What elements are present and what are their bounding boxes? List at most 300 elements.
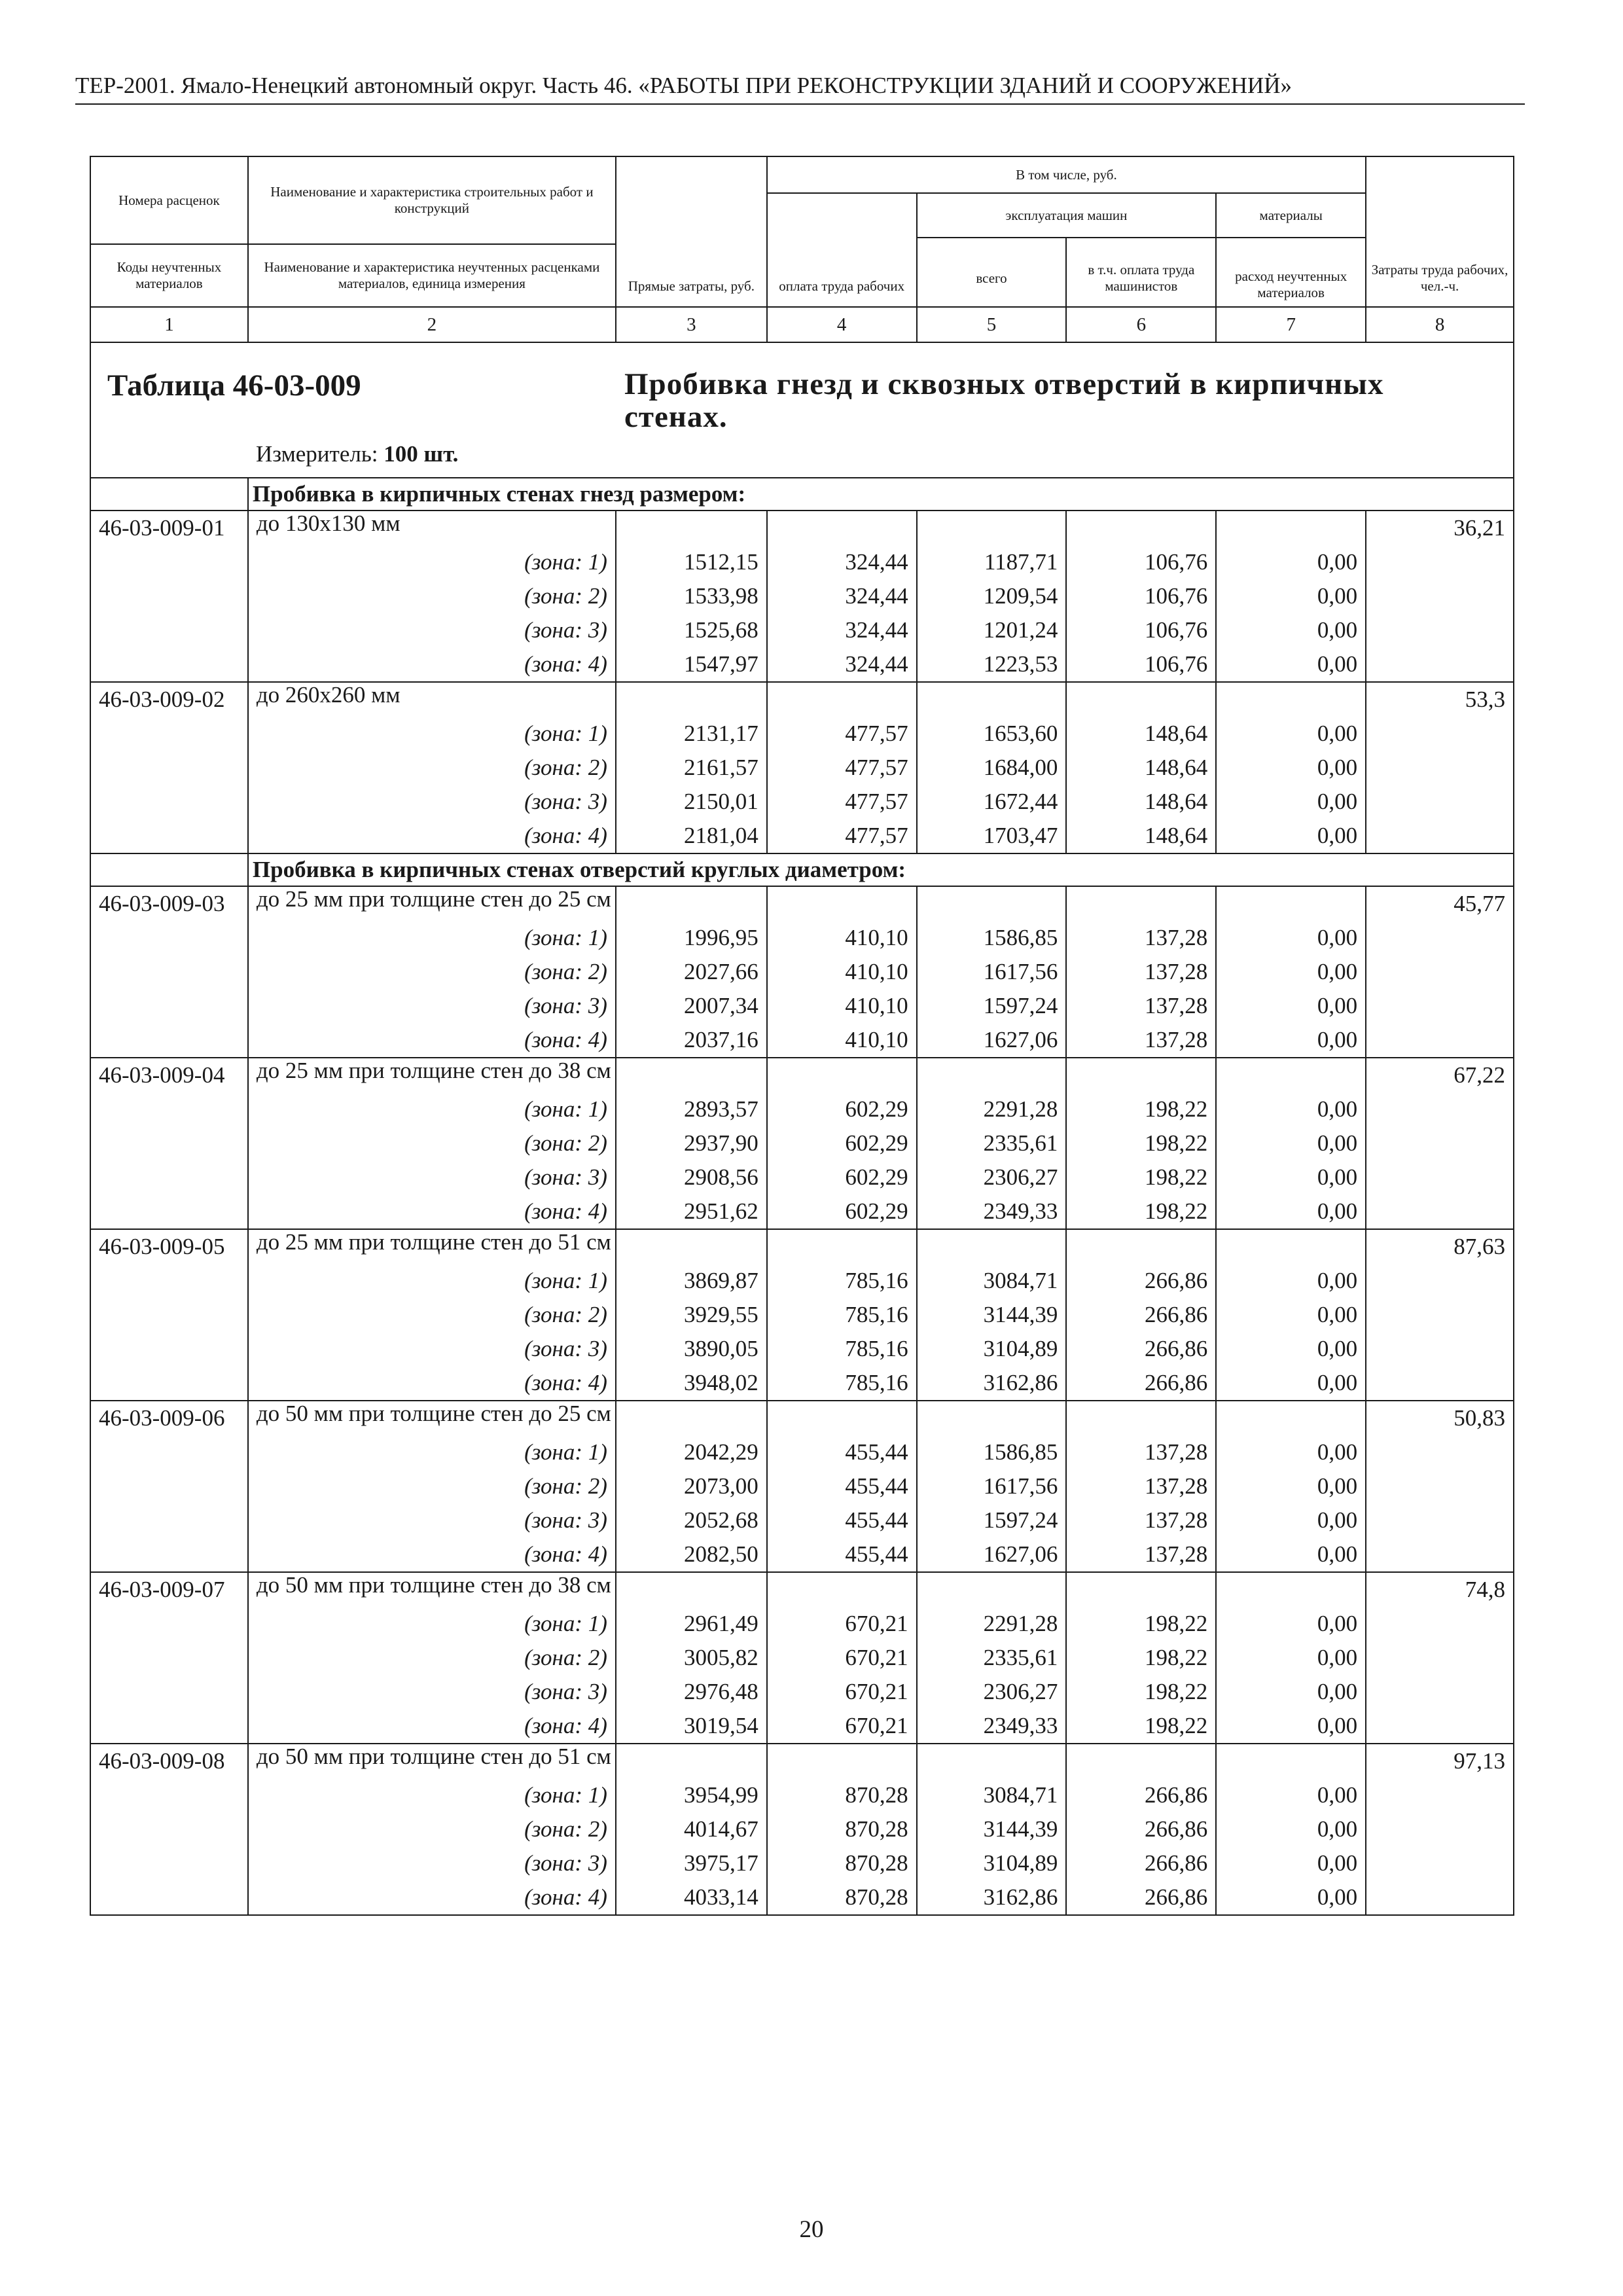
- col-num-5: 5: [917, 307, 1067, 342]
- zone-label: (зона: 3): [248, 1846, 616, 1880]
- rate-row: [90, 511, 1514, 545]
- value-cell: 2306,27: [917, 1675, 1067, 1709]
- value-cell: 3104,89: [917, 1332, 1067, 1366]
- value-cell: 198,22: [1066, 1194, 1216, 1229]
- value-cell: 1209,54: [917, 579, 1067, 613]
- zone-row: [90, 1709, 1514, 1744]
- value-cell: 477,57: [767, 785, 917, 819]
- value-cell: 0,00: [1216, 785, 1366, 819]
- value-cell: 602,29: [767, 1194, 917, 1229]
- empty-cell: [1066, 511, 1216, 545]
- zone-label: (зона: 4): [248, 1709, 616, 1744]
- zone-row: [90, 545, 1514, 579]
- empty-cell: [1366, 1469, 1514, 1503]
- zone-row: [90, 1503, 1514, 1537]
- empty-cell: [917, 886, 1067, 921]
- empty-cell: [1216, 1229, 1366, 1264]
- zone-label: (зона: 1): [248, 1264, 616, 1298]
- price-table: [90, 156, 1514, 1916]
- empty-cell: [90, 1641, 248, 1675]
- col-head-rate-no: Номера расценок: [90, 156, 248, 244]
- value-cell: 0,00: [1216, 1469, 1366, 1503]
- value-cell: 1653,60: [917, 717, 1067, 751]
- zone-row: [90, 1675, 1514, 1709]
- value-cell: 1201,24: [917, 613, 1067, 647]
- value-cell: 870,28: [767, 1846, 917, 1880]
- zone-row: [90, 1264, 1514, 1298]
- empty-cell: [616, 511, 767, 545]
- value-cell: 602,29: [767, 1126, 917, 1160]
- empty-cell: [1216, 1401, 1366, 1435]
- page-header: ТЕР-2001. Ямало-Ненецкий автономный округ. Часть 46. «РАБОТЫ ПРИ РЕКОНСТРУКЦИИ ЗДАНИЙ И СООРУЖЕНИЙ»: [75, 71, 1525, 105]
- rate-code: 46-03-009-04: [90, 1058, 248, 1092]
- value-cell: 137,28: [1066, 921, 1216, 955]
- empty-cell: [1366, 1846, 1514, 1880]
- col-head-mat-name: Наименование и характеристика неучтенных расценками материалов, единица измерения: [248, 244, 616, 307]
- empty-cell: [917, 1229, 1067, 1264]
- empty-cell: [767, 1229, 917, 1264]
- value-cell: 106,76: [1066, 545, 1216, 579]
- value-cell: 2349,33: [917, 1709, 1067, 1744]
- zone-row: [90, 751, 1514, 785]
- zone-label: (зона: 4): [248, 1537, 616, 1572]
- value-cell: 137,28: [1066, 1469, 1216, 1503]
- empty-cell: [1366, 1264, 1514, 1298]
- empty-cell: [917, 1401, 1067, 1435]
- value-cell: 266,86: [1066, 1846, 1216, 1880]
- empty-cell: [90, 1366, 248, 1401]
- zone-row: [90, 1880, 1514, 1915]
- value-cell: 198,22: [1066, 1709, 1216, 1744]
- col-head-workers-pay: оплата труда рабочих: [767, 193, 917, 307]
- rate-row: [90, 886, 1514, 921]
- empty-cell: [90, 751, 248, 785]
- empty-cell: [1066, 1572, 1216, 1607]
- col-head-mach-pay: в т.ч. оплата труда машинистов: [1066, 238, 1216, 307]
- value-cell: 1586,85: [917, 1435, 1067, 1469]
- zone-row: [90, 819, 1514, 853]
- value-cell: 137,28: [1066, 989, 1216, 1023]
- empty-cell: [90, 647, 248, 682]
- value-cell: 870,28: [767, 1812, 917, 1846]
- value-cell: 2131,17: [616, 717, 767, 751]
- zone-label: (зона: 2): [248, 579, 616, 613]
- zone-label: (зона: 4): [248, 647, 616, 682]
- value-cell: 0,00: [1216, 955, 1366, 989]
- empty-cell: [1366, 751, 1514, 785]
- value-cell: 0,00: [1216, 1846, 1366, 1880]
- value-cell: 1187,71: [917, 545, 1067, 579]
- empty-cell: [767, 886, 917, 921]
- rate-code: 46-03-009-05: [90, 1229, 248, 1264]
- value-cell: 602,29: [767, 1160, 917, 1194]
- value-cell: 3954,99: [616, 1778, 767, 1812]
- empty-cell: [90, 1298, 248, 1332]
- empty-cell: [917, 682, 1067, 717]
- rate-code: 46-03-009-06: [90, 1401, 248, 1435]
- value-cell: 2181,04: [616, 819, 767, 853]
- value-cell: 3162,86: [917, 1366, 1067, 1401]
- labor-value: 36,21: [1366, 511, 1514, 545]
- section-title: Пробивка в кирпичных стенах гнезд размером:: [248, 478, 1514, 511]
- value-cell: 0,00: [1216, 1126, 1366, 1160]
- rate-description: до 25 мм при толщине стен до 38 см: [248, 1058, 616, 1092]
- zone-label: (зона: 3): [248, 1332, 616, 1366]
- value-cell: 198,22: [1066, 1126, 1216, 1160]
- empty-cell: [1366, 1092, 1514, 1126]
- value-cell: 4014,67: [616, 1812, 767, 1846]
- value-cell: 2893,57: [616, 1092, 767, 1126]
- col-head-unacc-mat: расход неучтенных материалов: [1216, 238, 1366, 307]
- value-cell: 670,21: [767, 1709, 917, 1744]
- zone-row: [90, 1332, 1514, 1366]
- empty-cell: [1366, 1503, 1514, 1537]
- zone-label: (зона: 2): [248, 1812, 616, 1846]
- empty-cell: [90, 545, 248, 579]
- table-title-block: [90, 342, 1514, 478]
- empty-cell: [90, 1194, 248, 1229]
- empty-cell: [1216, 511, 1366, 545]
- value-cell: 1672,44: [917, 785, 1067, 819]
- value-cell: 137,28: [1066, 955, 1216, 989]
- empty-cell: [90, 989, 248, 1023]
- value-cell: 2335,61: [917, 1126, 1067, 1160]
- rate-code: 46-03-009-07: [90, 1572, 248, 1607]
- zone-row: [90, 1846, 1514, 1880]
- value-cell: 3869,87: [616, 1264, 767, 1298]
- empty-cell: [1216, 1572, 1366, 1607]
- col-num-8: 8: [1366, 307, 1514, 342]
- value-cell: 106,76: [1066, 613, 1216, 647]
- empty-cell: [1366, 579, 1514, 613]
- value-cell: 2961,49: [616, 1607, 767, 1641]
- empty-cell: [90, 1092, 248, 1126]
- empty-cell: [1366, 1641, 1514, 1675]
- value-cell: 2976,48: [616, 1675, 767, 1709]
- empty-cell: [616, 1229, 767, 1264]
- value-cell: 3929,55: [616, 1298, 767, 1332]
- empty-cell: [1366, 1435, 1514, 1469]
- empty-cell: [1366, 989, 1514, 1023]
- labor-value: 50,83: [1366, 1401, 1514, 1435]
- empty-cell: [90, 1778, 248, 1812]
- empty-cell: [917, 1058, 1067, 1092]
- zone-row: [90, 1778, 1514, 1812]
- value-cell: 3084,71: [917, 1778, 1067, 1812]
- value-cell: 0,00: [1216, 1778, 1366, 1812]
- zone-label: (зона: 4): [248, 1880, 616, 1915]
- value-cell: 3084,71: [917, 1264, 1067, 1298]
- empty-cell: [1066, 1229, 1216, 1264]
- empty-cell: [90, 1846, 248, 1880]
- value-cell: 870,28: [767, 1880, 917, 1915]
- value-cell: 2291,28: [917, 1092, 1067, 1126]
- rate-row: [90, 1058, 1514, 1092]
- zone-label: (зона: 3): [248, 1160, 616, 1194]
- col-num-2: 2: [248, 307, 616, 342]
- empty-cell: [1366, 1126, 1514, 1160]
- zone-row: [90, 921, 1514, 955]
- zone-label: (зона: 4): [248, 1366, 616, 1401]
- value-cell: 148,64: [1066, 717, 1216, 751]
- zone-row: [90, 647, 1514, 682]
- value-cell: 198,22: [1066, 1641, 1216, 1675]
- empty-cell: [1366, 1812, 1514, 1846]
- value-cell: 4033,14: [616, 1880, 767, 1915]
- value-cell: 1703,47: [917, 819, 1067, 853]
- meter-value: 100 шт.: [383, 441, 459, 467]
- empty-cell: [90, 1160, 248, 1194]
- value-cell: 2937,90: [616, 1126, 767, 1160]
- zone-label: (зона: 3): [248, 1503, 616, 1537]
- empty-cell: [1366, 1160, 1514, 1194]
- zone-label: (зона: 1): [248, 545, 616, 579]
- col-num-3: 3: [616, 307, 767, 342]
- empty-cell: [1366, 647, 1514, 682]
- empty-cell: [90, 1709, 248, 1744]
- value-cell: 0,00: [1216, 921, 1366, 955]
- col-head-total: всего: [917, 238, 1067, 307]
- empty-cell: [917, 1744, 1067, 1778]
- empty-cell: [90, 1812, 248, 1846]
- value-cell: 324,44: [767, 647, 917, 682]
- empty-cell: [616, 1572, 767, 1607]
- value-cell: 106,76: [1066, 579, 1216, 613]
- value-cell: 2908,56: [616, 1160, 767, 1194]
- labor-value: 74,8: [1366, 1572, 1514, 1607]
- zone-label: (зона: 3): [248, 613, 616, 647]
- value-cell: 2037,16: [616, 1023, 767, 1058]
- value-cell: 0,00: [1216, 1435, 1366, 1469]
- value-cell: 198,22: [1066, 1607, 1216, 1641]
- rate-description: до 130х130 мм: [248, 511, 616, 545]
- table-body: [90, 478, 1514, 1915]
- zone-row: [90, 989, 1514, 1023]
- empty-cell: [90, 579, 248, 613]
- value-cell: 1627,06: [917, 1537, 1067, 1572]
- empty-cell: [767, 1572, 917, 1607]
- col-head-labor: Затраты труда рабочих, чел.-ч.: [1366, 156, 1514, 307]
- value-cell: 0,00: [1216, 1880, 1366, 1915]
- value-cell: 2052,68: [616, 1503, 767, 1537]
- value-cell: 477,57: [767, 751, 917, 785]
- value-cell: 198,22: [1066, 1092, 1216, 1126]
- value-cell: 2042,29: [616, 1435, 767, 1469]
- rate-row: [90, 1229, 1514, 1264]
- value-cell: 148,64: [1066, 751, 1216, 785]
- labor-value: 97,13: [1366, 1744, 1514, 1778]
- empty-cell: [1366, 1537, 1514, 1572]
- table-name: Пробивка гнезд и сквозных отверстий в кирпичных стенах.: [624, 367, 1384, 434]
- zone-row: [90, 1537, 1514, 1572]
- empty-cell: [1366, 1332, 1514, 1366]
- zone-label: (зона: 1): [248, 1435, 616, 1469]
- col-num-7: 7: [1216, 307, 1366, 342]
- empty-cell: [90, 1880, 248, 1915]
- zone-label: (зона: 2): [248, 1298, 616, 1332]
- section-spacer: [90, 853, 248, 886]
- value-cell: 3005,82: [616, 1641, 767, 1675]
- empty-cell: [90, 717, 248, 751]
- value-cell: 324,44: [767, 613, 917, 647]
- value-cell: 2951,62: [616, 1194, 767, 1229]
- zone-row: [90, 613, 1514, 647]
- empty-cell: [1366, 955, 1514, 989]
- zone-label: (зона: 1): [248, 921, 616, 955]
- value-cell: 670,21: [767, 1641, 917, 1675]
- rate-description: до 50 мм при толщине стен до 51 см: [248, 1744, 616, 1778]
- value-cell: 1597,24: [917, 989, 1067, 1023]
- empty-cell: [767, 1744, 917, 1778]
- col-num-4: 4: [767, 307, 917, 342]
- value-cell: 1533,98: [616, 579, 767, 613]
- empty-cell: [1066, 682, 1216, 717]
- empty-cell: [1216, 1744, 1366, 1778]
- col-head-materials: материалы: [1216, 193, 1366, 238]
- empty-cell: [90, 819, 248, 853]
- empty-cell: [1366, 545, 1514, 579]
- value-cell: 410,10: [767, 1023, 917, 1058]
- value-cell: 0,00: [1216, 1366, 1366, 1401]
- table-number: Таблица 46-03-009: [107, 368, 361, 403]
- value-cell: 1617,56: [917, 1469, 1067, 1503]
- empty-cell: [1366, 1709, 1514, 1744]
- empty-cell: [90, 921, 248, 955]
- value-cell: 1597,24: [917, 1503, 1067, 1537]
- value-cell: 3162,86: [917, 1880, 1067, 1915]
- value-cell: 137,28: [1066, 1537, 1216, 1572]
- empty-cell: [90, 955, 248, 989]
- zone-row: [90, 1366, 1514, 1401]
- value-cell: 0,00: [1216, 579, 1366, 613]
- value-cell: 266,86: [1066, 1264, 1216, 1298]
- empty-cell: [90, 785, 248, 819]
- zone-label: (зона: 1): [248, 1778, 616, 1812]
- empty-cell: [917, 1572, 1067, 1607]
- col-num-1: 1: [90, 307, 248, 342]
- value-cell: 3019,54: [616, 1709, 767, 1744]
- value-cell: 0,00: [1216, 1092, 1366, 1126]
- empty-cell: [767, 1401, 917, 1435]
- value-cell: 0,00: [1216, 1023, 1366, 1058]
- empty-cell: [616, 1058, 767, 1092]
- value-cell: 602,29: [767, 1092, 917, 1126]
- value-cell: 2082,50: [616, 1537, 767, 1572]
- value-cell: 266,86: [1066, 1778, 1216, 1812]
- zone-label: (зона: 4): [248, 819, 616, 853]
- zone-row: [90, 1126, 1514, 1160]
- value-cell: 0,00: [1216, 1709, 1366, 1744]
- zone-row: [90, 1641, 1514, 1675]
- rate-code: 46-03-009-03: [90, 886, 248, 921]
- empty-cell: [90, 1675, 248, 1709]
- col-head-work-name: Наименование и характеристика строительных работ и конструкций: [248, 156, 616, 244]
- value-cell: 1617,56: [917, 955, 1067, 989]
- zone-row: [90, 579, 1514, 613]
- empty-cell: [1366, 785, 1514, 819]
- rate-code: 46-03-009-08: [90, 1744, 248, 1778]
- zone-row: [90, 955, 1514, 989]
- empty-cell: [917, 511, 1067, 545]
- value-cell: 198,22: [1066, 1160, 1216, 1194]
- section-row: [90, 853, 1514, 886]
- value-cell: 0,00: [1216, 751, 1366, 785]
- empty-cell: [90, 1537, 248, 1572]
- value-cell: 455,44: [767, 1469, 917, 1503]
- empty-cell: [1366, 717, 1514, 751]
- empty-cell: [1066, 886, 1216, 921]
- zone-row: [90, 1194, 1514, 1229]
- labor-value: 67,22: [1366, 1058, 1514, 1092]
- empty-cell: [767, 682, 917, 717]
- value-cell: 266,86: [1066, 1332, 1216, 1366]
- empty-cell: [616, 1401, 767, 1435]
- zone-label: (зона: 3): [248, 989, 616, 1023]
- value-cell: 2335,61: [917, 1641, 1067, 1675]
- value-cell: 455,44: [767, 1435, 917, 1469]
- value-cell: 2073,00: [616, 1469, 767, 1503]
- empty-cell: [90, 1435, 248, 1469]
- zone-row: [90, 1435, 1514, 1469]
- rate-description: до 50 мм при толщине стен до 38 см: [248, 1572, 616, 1607]
- zone-label: (зона: 2): [248, 1469, 616, 1503]
- rate-description: до 260х260 мм: [248, 682, 616, 717]
- value-cell: 3104,89: [917, 1846, 1067, 1880]
- value-cell: 0,00: [1216, 1264, 1366, 1298]
- rate-row: [90, 1401, 1514, 1435]
- zone-row: [90, 1298, 1514, 1332]
- value-cell: 785,16: [767, 1264, 917, 1298]
- rate-row: [90, 682, 1514, 717]
- value-cell: 0,00: [1216, 647, 1366, 682]
- col-head-machines: эксплуатация машин: [917, 193, 1217, 238]
- value-cell: 2150,01: [616, 785, 767, 819]
- zone-row: [90, 1469, 1514, 1503]
- value-cell: 785,16: [767, 1298, 917, 1332]
- rate-row: [90, 1744, 1514, 1778]
- labor-value: 53,3: [1366, 682, 1514, 717]
- value-cell: 670,21: [767, 1675, 917, 1709]
- value-cell: 410,10: [767, 921, 917, 955]
- empty-cell: [616, 886, 767, 921]
- empty-cell: [1366, 1778, 1514, 1812]
- empty-cell: [1066, 1058, 1216, 1092]
- value-cell: 0,00: [1216, 717, 1366, 751]
- value-cell: 266,86: [1066, 1812, 1216, 1846]
- zone-label: (зона: 2): [248, 1126, 616, 1160]
- value-cell: 0,00: [1216, 1537, 1366, 1572]
- empty-cell: [90, 613, 248, 647]
- empty-cell: [616, 682, 767, 717]
- zone-label: (зона: 2): [248, 751, 616, 785]
- empty-cell: [1366, 1366, 1514, 1401]
- empty-cell: [1366, 1880, 1514, 1915]
- value-cell: 324,44: [767, 579, 917, 613]
- zone-label: (зона: 1): [248, 1092, 616, 1126]
- empty-cell: [1366, 921, 1514, 955]
- value-cell: 3144,39: [917, 1298, 1067, 1332]
- value-cell: 2027,66: [616, 955, 767, 989]
- rate-row: [90, 1572, 1514, 1607]
- value-cell: 3975,17: [616, 1846, 767, 1880]
- value-cell: 1586,85: [917, 921, 1067, 955]
- value-cell: 0,00: [1216, 1607, 1366, 1641]
- zone-row: [90, 1607, 1514, 1641]
- empty-cell: [1066, 1401, 1216, 1435]
- col-head-codes: Коды неучтенных материалов: [90, 244, 248, 307]
- value-cell: 455,44: [767, 1503, 917, 1537]
- empty-cell: [1216, 682, 1366, 717]
